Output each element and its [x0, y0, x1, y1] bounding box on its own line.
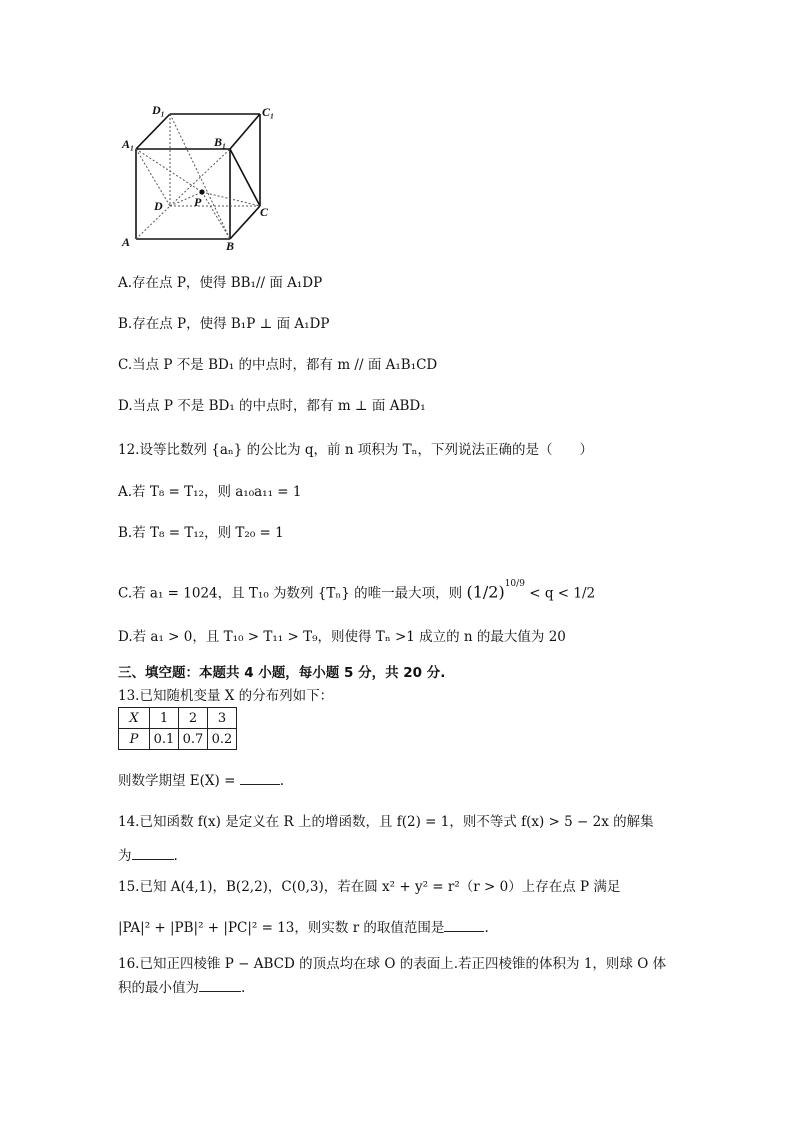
label-a: A: [122, 235, 131, 249]
label-b: B: [226, 239, 235, 253]
seg-pb: [202, 192, 230, 239]
q11-option-a: A.存在点 P，使得 BB₁// 面 A₁DP: [118, 275, 323, 291]
q15-line1: 15.已知 A(4,1)，B(2,2)，C(0,3)，若在圆 x² + y² = r²（r > 0）上存在点 P 满足: [118, 879, 621, 895]
q13-answer-prefix: 则数学期望 E(X) =: [118, 773, 236, 789]
q14-line2: [118, 846, 178, 866]
q13-answer: [118, 771, 284, 791]
q11-option-d: D.当点 P 不是 BD₁ 的中点时，都有 m ⊥ 面 ABD₁: [118, 398, 426, 414]
q15-line2-prefix: |PA|² + |PB|² + |PC|² = 13，则实数 r 的取值范围是: [118, 920, 445, 936]
q12-option-c: [118, 580, 595, 604]
edge-bc: [230, 206, 260, 239]
cube-figure: [112, 96, 282, 256]
q13-answer-suffix: .: [279, 773, 284, 789]
table-cell: X: [119, 708, 150, 729]
label-c1: C₁: [262, 105, 275, 119]
answer-blank[interactable]: [240, 784, 280, 785]
table-row: [119, 729, 237, 750]
q16-line2-prefix: 积的最小值为: [118, 980, 199, 996]
q11-option-c: C.当点 P 不是 BD₁ 的中点时，都有 m // 面 A₁B₁CD: [118, 357, 438, 373]
point-p: [199, 189, 204, 194]
label-a1: A₁: [122, 137, 135, 151]
q12-option-a: A.若 T₈ = T₁₂，则 a₁₀a₁₁ = 1: [118, 484, 302, 500]
q12-option-c-frac: 1/2: [573, 585, 596, 602]
table-cell: 1: [150, 708, 179, 729]
label-c: C: [260, 205, 269, 219]
table-cell: 3: [208, 708, 237, 729]
q11-option-b: B.存在点 P，使得 B₁P ⊥ 面 A₁DP: [118, 316, 330, 332]
seg-a1p: [136, 149, 202, 192]
diag-d1b: [170, 114, 230, 239]
table-cell: 2: [179, 708, 208, 729]
q12-option-d: D.若 a₁ > 0，且 T₁₀ > T₁₁ > T₉，则使得 Tₙ >1 成立的 n 的最大值为 20: [118, 629, 566, 645]
table-cell: P: [119, 729, 150, 750]
diag-a1d: [136, 149, 170, 206]
q12-option-c-prefix: C.若 a₁ = 1024，且 T₁₀ 为数列 {Tₙ} 的唯一最大项，则: [118, 585, 463, 602]
seg-pc: [202, 192, 260, 206]
label-d: D: [154, 199, 163, 213]
q15-line2-suffix: .: [484, 920, 489, 936]
table-cell: 0.7: [179, 729, 208, 750]
answer-blank[interactable]: [444, 931, 484, 932]
edge-a1d1: [136, 114, 170, 149]
q16-line1: 16.已知正四棱锥 P − ABCD 的顶点均在球 O 的表面上.若正四棱锥的体积为 1，则球 O 体: [118, 956, 667, 972]
table-row: [119, 708, 237, 729]
edge-b1c: [230, 149, 260, 206]
edge-b1c1: [230, 114, 260, 149]
label-p: P: [194, 195, 202, 209]
q14-line1: 14.已知函数 f(x) 是定义在 R 上的增函数，且 f(2) = 1，则不等式 f(x) > 5 − 2x 的解集: [118, 814, 654, 830]
answer-blank[interactable]: [199, 991, 241, 992]
table-cell: 0.2: [208, 729, 237, 750]
label-b1: B₁: [214, 135, 227, 149]
q14-line2-suffix: .: [173, 848, 178, 864]
q16-line2-suffix: .: [241, 980, 246, 996]
edge-ad: [136, 206, 170, 239]
q14-line2-prefix: 为: [118, 848, 132, 864]
distribution-table: [118, 707, 237, 750]
q12-option-c-exp: 10/9: [504, 579, 525, 589]
section-heading: 三、填空题：本题共 4 小题，每小题 5 分，共 20 分.: [118, 665, 446, 681]
table-cell: 0.1: [150, 729, 179, 750]
q12-option-b: B.若 T₈ = T₁₂，则 T₂₀ = 1: [118, 525, 284, 541]
q16-line2: [118, 978, 245, 998]
label-d1: D₁: [152, 103, 165, 117]
q12-option-c-mid: < q <: [529, 585, 570, 602]
q15-line2: [118, 918, 489, 938]
answer-blank[interactable]: [132, 859, 174, 860]
q12-stem: 12.设等比数列 {aₙ} 的公比为 q，前 n 项积为 Tₙ，下列说法正确的是（ ）: [118, 442, 593, 458]
q12-option-c-paren: (1/2): [466, 582, 505, 602]
q13-stem: 13.已知随机变量 X 的分布列如下：: [118, 688, 334, 704]
